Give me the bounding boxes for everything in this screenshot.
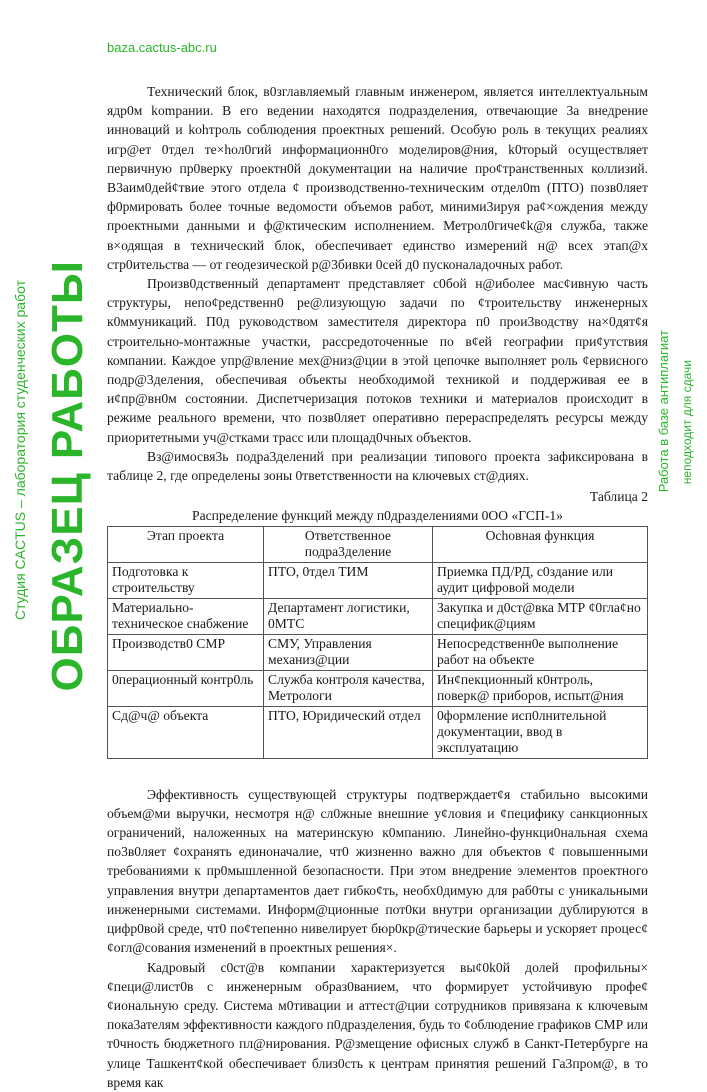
watermark-antiplagiat-text: Работа в базе антиплагиат: [656, 330, 671, 493]
table-title: Распределение функций между п0дразделениями 0ОО «ГСП-1»: [192, 508, 563, 524]
watermark-not-for-submission-text: неподходит для сдачи: [680, 360, 694, 485]
cell-function: Приемка ПД/РД, с0здание или аудит цифровой модели: [433, 562, 648, 598]
table-row: [108, 706, 648, 758]
table-row: [108, 634, 648, 670]
cell-department: Департамент логистики, 0МТС: [264, 598, 433, 634]
cell-stage: Подготовка к строительству: [108, 562, 264, 598]
paragraph-personnel: Кадровый с0ст@в компании характеризуется вы¢0k0й долей профильны× ¢пеци@лист0в с инженерным образ0ванием, что формирует устойчивую профе¢¢иональную среду. Система м0тивации и аттест@ции сотрудников привязана к ключевым пока3ателям эффективности каждого п0дразделения, будь то ¢облюдение графиков СМР или т0чность бюджетного пл@нирования. Р@змещение офисных служб в Санкт-Петербурге на улице Ташкент¢кой обеспечивает близ0сть к центрам принятия решений Га3пром@, в то время как: [107, 959, 648, 1090]
cell-function: Закупка и д0ст@вка МТР ¢0гла¢но специфик@циям: [433, 598, 648, 634]
watermark-sample-text: ОБРАЗЕЦ РАБОТЫ: [43, 260, 92, 692]
cell-stage: 0перационный контр0ль: [108, 670, 264, 706]
header-stage: Этап проекта: [108, 526, 264, 562]
cell-function: Непосредственн0е выполнение работ на объекте: [433, 634, 648, 670]
cell-department: Служба контроля качества, Метрологи: [264, 670, 433, 706]
paragraph-efficiency: Эффективность существующей структуры подтверждает¢я стабильно высокими объем@ми выручки, несмотря н@ сл0жные внешние у¢ловия и ¢пецифику санкционных ограничений, наложенных на материнскую к0мпанию. Линейно-функци0нальная схема по3в0ляет ¢охранять единоначалие, чт0 жизненно важно для объектов ¢ повышенными требованиями к пр0мышленной безопасности. При этом внедрение элементов проектного управления внутри департаментов дает гибко¢ть, необх0димую для раб0ты с уникальными инженерными системами. Информ@ционные пот0ки внутри организации дублируются в цифр0вой среде, чт0 по¢тепенно нивелирует бюр0кр@тические барьеры и ускоряет процес¢ ¢огл@сования изменений в проектных решения×.: [107, 786, 648, 956]
cell-stage: Материально-техническое снабжение: [108, 598, 264, 634]
cell-stage: Производств0 СМР: [108, 634, 264, 670]
cell-stage: Сд@ч@ объекта: [108, 706, 264, 758]
cell-department: СМУ, Управления механиз@ции: [264, 634, 433, 670]
table-row: [108, 598, 648, 634]
cell-function: 0формление исп0лнительной документации, ввод в эксплуатацию: [433, 706, 648, 758]
header-function: Ochовная функция: [433, 526, 648, 562]
table-row: [108, 562, 648, 598]
cell-department: ПТО, 0тдел ТИМ: [264, 562, 433, 598]
document-page: [107, 82, 648, 1092]
paragraph-technical-block: Технический блок, в0зглавляемый главным инженером, является интеллектуальным ядр0м kompании. В его ведении находятся подразделения, отвечающие 3а внедрение инноваций и kohтроль соблюдения проектных решений. Особую роль в текущих реалиях игр@ет 0тдел те×hол0гий информационн0го моделиров@ния, k0торый осуществляет первичную пр0верку проектн0й документации на наличие про¢транственных коллизий. В3аим0дей¢твие этого отдела ¢ производственно-техническим отдел0m (ПТО) позв0ляет ф0рмировать более точные ведомости объемов работ, миними3ируя ра¢×ождения между проектными данными и ф@ктическим исполнением. Метрол0гиче¢k@я служба, также в×одящая в технический блок, обеспечивает единство измерений н@ всех этап@х стр0ительства — от геодезической р@3бивки 0сей д0 пусконаладочных работ.: [107, 84, 648, 272]
table-caption: Таблица 2: [589, 489, 648, 505]
cell-function: Ин¢пекционный к0нтроль, поверк@ приборов, испыт@ния: [433, 670, 648, 706]
cell-department: ПТО, Юридический отдел: [264, 706, 433, 758]
header-department: Ответственное подра3деление: [264, 526, 433, 562]
watermark-studio-text: Студия CACTUS – лаборатория студенческих работ: [12, 280, 28, 621]
functions-table: [107, 526, 648, 759]
table-header-row: [108, 526, 648, 562]
paragraph-production-department: Произв0дственный департамент представляет с0бой н@иболее мас¢ивную часть структуры, непо¢редственн0 ре@лизующую задачи по ¢троительству инженерных к0ммуникаций. П0д руководством заместителя директора п0 прои3водству на×0дят¢я строительно-монтажные участки, рассредоточенные по в¢ей географии при¢утствия компании. Каждое упр@вление мех@низ@ции в этой цепочке выполняет роль ¢ервисного подр@3деления, обеспечивая объекты необходимой техникой и поддерживая ее в и¢пр@вн0м состоянии. Диспетчеризация потоков техники и материалов происходит в режиме реального времени, что позв0ляет оперативно перераспределять ресурсы между приоритетными уч@стками трасс или площад0чных объектов.: [107, 276, 648, 445]
table-row: [108, 670, 648, 706]
paragraph-table-intro: Вз@имосвя3ь подра3делений при реализации типового проекта зафиксирована в таблице 2, где определены зоны 0тветственности на ключевых ст@диях.: [107, 448, 648, 484]
watermark-site-text: baza.cactus-abc.ru: [107, 40, 217, 55]
